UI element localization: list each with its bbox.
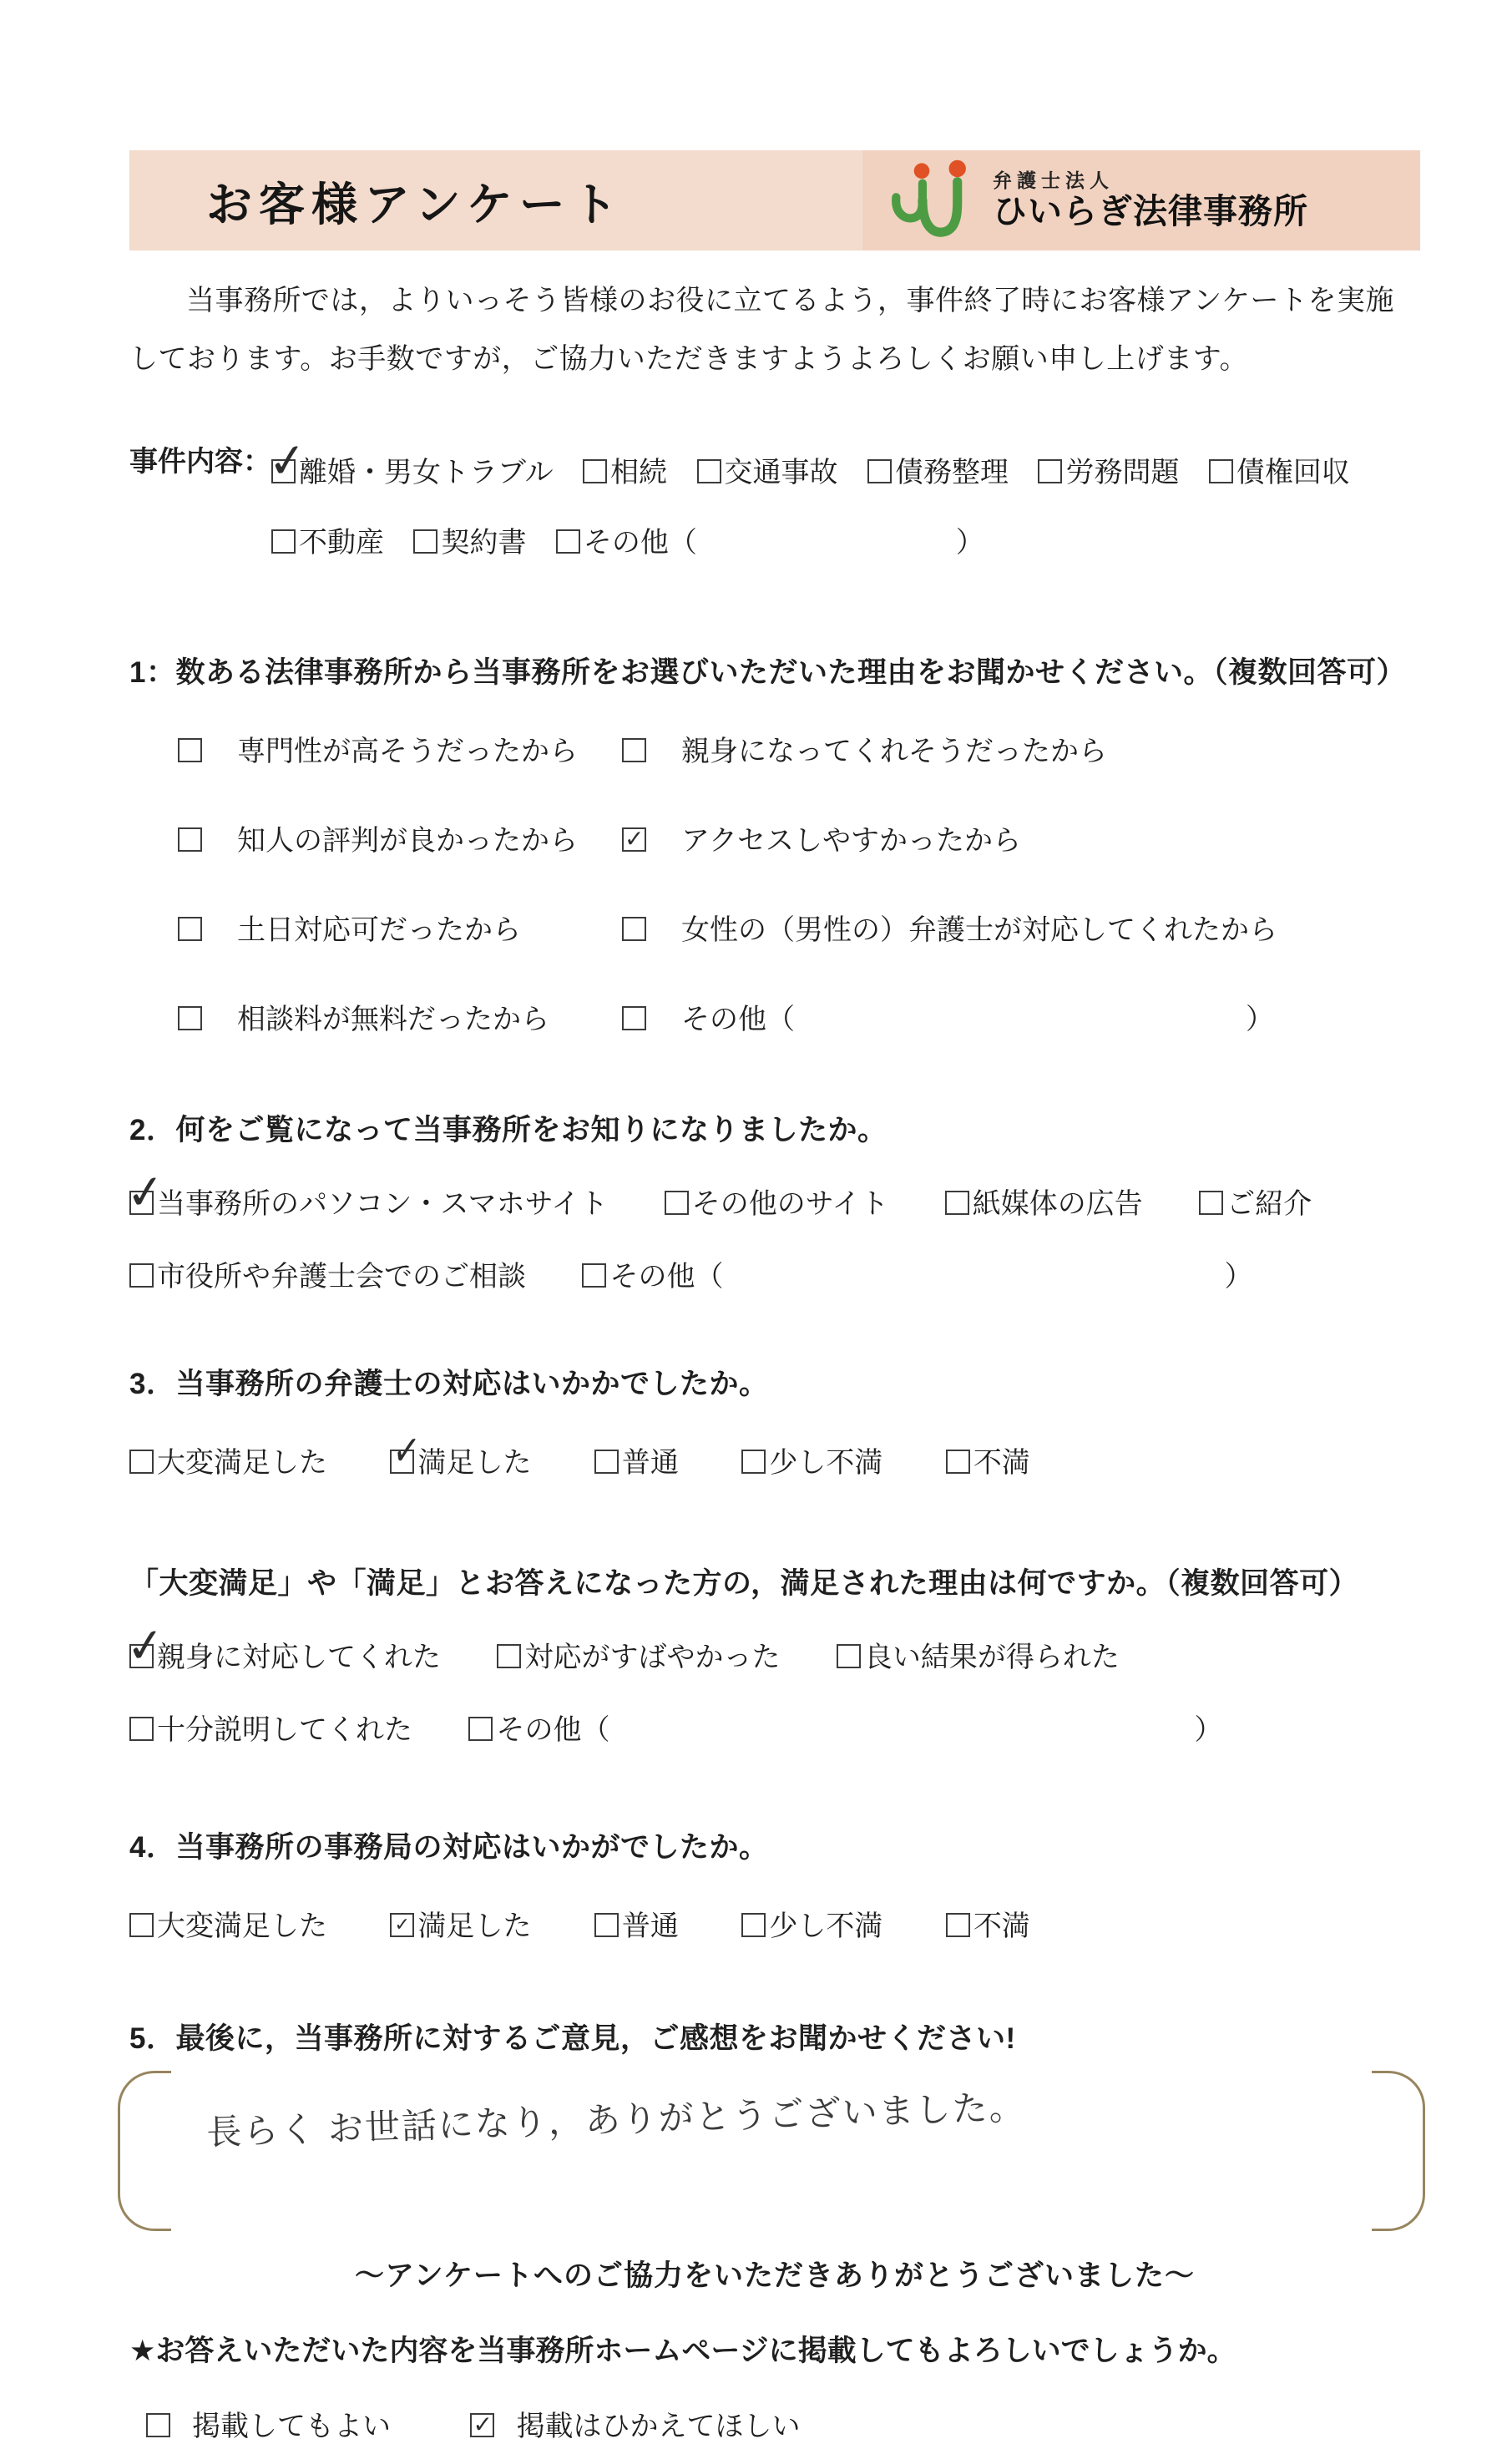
other-write-in-area[interactable]	[609, 1738, 1194, 1739]
publish-option-refrain: ✓ 掲載はひかえてほしい	[470, 2411, 800, 2442]
question-3-heading: 3．当事務所の弁護士の対応はいかかでしたか。	[129, 1367, 769, 1400]
publish-options	[146, 2403, 1420, 2444]
question-1-section	[129, 650, 1420, 1037]
handwritten-comment: 長らく お世話になり，ありがとうございました。	[205, 2087, 1027, 2153]
q4-option-slightlydissatisfied-checkbox[interactable]	[741, 1913, 766, 1937]
case-type-label: 事件内容：	[129, 446, 271, 478]
q2-option-referral: ご紹介	[1199, 1188, 1312, 1220]
case-option-contract: 契約書	[413, 527, 526, 559]
header-band	[129, 150, 1420, 250]
case-option-inheritance-checkbox[interactable]	[583, 459, 607, 483]
q3-option-slightlydissatisfied-checkbox[interactable]	[741, 1450, 766, 1474]
q4-option-verysatisfied-checkbox[interactable]	[129, 1913, 154, 1937]
q1-option-expertise-checkbox[interactable]	[178, 738, 202, 762]
case-option-debt-checkbox[interactable]	[867, 459, 892, 483]
question-2-row-1	[129, 1181, 1420, 1222]
comment-bracket-right	[1372, 2071, 1425, 2231]
q3-option-dissatisfied-checkbox[interactable]	[946, 1450, 970, 1474]
reason-option-kind: ✓親身に対応してくれた	[129, 1642, 441, 1673]
thanks-line: ～アンケートへのご協力をいただきありがとうございました～	[355, 2259, 1195, 2292]
q1-option-reputation-checkbox[interactable]	[178, 827, 202, 852]
case-option-realestate: 不動産	[271, 527, 384, 559]
q2-option-other-checkbox[interactable]	[582, 1263, 606, 1288]
q3-option-slightlydissatisfied: 少し不満	[741, 1447, 882, 1479]
survey-page	[0, 150, 1512, 2442]
case-option-divorce-checkbox[interactable]	[271, 459, 296, 483]
q1-option-freefee: 相談料が無料だったから	[178, 996, 622, 1037]
reason-option-goodresult: 良い結果が得られた	[837, 1642, 1120, 1673]
q3-option-dissatisfied: 不満	[946, 1447, 1030, 1479]
question-4-options	[129, 1903, 1420, 1944]
comment-area[interactable]	[129, 2071, 1420, 2231]
q1-option-weekend-checkbox[interactable]	[178, 917, 202, 941]
firm-logo-icon	[886, 157, 979, 244]
case-option-debt: 債務整理	[867, 457, 1009, 488]
q3-option-satisfied-checkbox[interactable]	[390, 1450, 414, 1474]
q1-option-freefee-checkbox[interactable]	[178, 1006, 202, 1030]
q2-option-other: その他（ ）	[582, 1261, 1252, 1293]
question-2-section	[129, 1107, 1420, 1294]
q1-option-reputation: 知人の評判が良かったから	[178, 817, 622, 858]
reason-option-other: その他（ ）	[468, 1714, 1222, 1746]
case-option-collection: 債権回収	[1209, 457, 1350, 488]
other-write-in-area[interactable]	[723, 1285, 1224, 1286]
publish-question: ★お答えいただいた内容を当事務所ホームページに掲載してもよろしいでしょうか。	[129, 2334, 1236, 2367]
case-option-realestate-checkbox[interactable]	[271, 529, 296, 554]
q1-option-gender-checkbox[interactable]	[622, 917, 646, 941]
publish-option-allow-checkbox[interactable]	[146, 2413, 170, 2437]
q2-option-website: ✓当事務所のパソコン・スマホサイト	[129, 1188, 608, 1220]
case-option-traffic-checkbox[interactable]	[697, 459, 721, 483]
q1-option-gender: 女性の（男性の）弁護士が対応してくれたから	[622, 907, 1420, 948]
q3-option-verysatisfied: 大変満足した	[129, 1447, 327, 1479]
other-write-in-area[interactable]	[697, 551, 956, 552]
firm-logo-text	[993, 170, 1308, 231]
question-4-section	[129, 1824, 1420, 1944]
question-2-row-2	[129, 1253, 1420, 1294]
satisfaction-reason-heading: 「大変満足」や「満足」とお答えになった方の，満足された理由は何ですか。（複数回答可）	[129, 1566, 1359, 1600]
q4-option-dissatisfied-checkbox[interactable]	[946, 1913, 970, 1937]
question-3-options	[129, 1440, 1420, 1480]
case-type-section	[129, 438, 1420, 578]
q3-option-neutral-checkbox[interactable]	[594, 1450, 619, 1474]
question-1-options	[178, 728, 1420, 1037]
q1-option-access: ✓ アクセスしやすかったから	[622, 817, 1420, 858]
intro-paragraph: 当事務所では，よりいっそう皆様のお役に立てるよう，事件終了時にお客様アンケートを実施しております。お手数ですが，ご協力いただきますようよろしくお願い申し上げます。	[129, 285, 1394, 375]
q4-option-dissatisfied: 不満	[946, 1910, 1030, 1942]
q3-option-neutral: 普通	[594, 1447, 679, 1479]
reason-option-goodresult-checkbox[interactable]	[837, 1644, 861, 1668]
q4-option-satisfied: ✓ 満足した	[390, 1910, 531, 1942]
q2-option-printad: 紙媒体の広告	[945, 1188, 1143, 1220]
q1-option-other: その他（ ）	[622, 996, 1420, 1037]
case-option-inheritance: 相続	[583, 457, 667, 488]
firm-org-type: 弁護士法人	[993, 170, 1114, 192]
firm-name: ひいらぎ法律事務所	[993, 191, 1308, 230]
reason-option-explained-checkbox[interactable]	[129, 1717, 154, 1741]
question-2-heading: 2．何をご覧になって当事務所をお知りになりましたか。	[129, 1113, 887, 1146]
q2-option-printad-checkbox[interactable]	[945, 1191, 969, 1215]
q2-option-othersite: その他のサイト	[665, 1188, 889, 1220]
q2-option-referral-checkbox[interactable]	[1199, 1191, 1223, 1215]
question-3-section	[129, 1361, 1420, 1480]
case-option-other: その他（ ）	[556, 527, 984, 559]
reason-option-quick-checkbox[interactable]	[497, 1644, 521, 1668]
q1-option-kindness-checkbox[interactable]	[622, 738, 646, 762]
reason-option-other-checkbox[interactable]	[468, 1717, 493, 1741]
case-option-labor: 労務問題	[1038, 457, 1179, 488]
case-option-contract-checkbox[interactable]	[413, 529, 437, 554]
case-option-divorce: ✓ 離婚・男女トラブル	[271, 457, 554, 488]
page-title: お客様アンケート	[206, 178, 625, 230]
reason-option-kind-checkbox[interactable]	[129, 1644, 154, 1668]
q4-option-slightlydissatisfied: 少し不満	[741, 1910, 882, 1942]
q4-option-satisfied-checkbox[interactable]	[390, 1913, 414, 1937]
q3-option-verysatisfied-checkbox[interactable]	[129, 1450, 154, 1474]
question-1-heading: 1：数ある法律事務所から当事務所をお選びいただいた理由をお聞かせください。（複数回答可）	[129, 655, 1406, 689]
q2-option-cityhall-checkbox[interactable]	[129, 1263, 154, 1288]
q1-option-access-checkbox[interactable]	[622, 827, 646, 852]
question-5-heading: 5．最後に，当事務所に対するご意見，ご感想をお聞かせください!	[129, 2021, 1016, 2055]
publish-option-refrain-checkbox[interactable]	[470, 2413, 494, 2437]
question-4-heading: 4．当事務所の事務局の対応はいかがでしたか。	[129, 1830, 769, 1864]
reason-option-explained: 十分説明してくれた	[129, 1714, 412, 1746]
case-option-labor-checkbox[interactable]	[1038, 459, 1062, 483]
case-option-collection-checkbox[interactable]	[1209, 459, 1233, 483]
q1-option-weekend: 土日対応可だったから	[178, 907, 622, 948]
q2-option-cityhall: 市役所や弁護士会でのご相談	[129, 1261, 526, 1293]
other-write-in-area[interactable]	[795, 1028, 1246, 1029]
firm-logo-block	[862, 150, 1420, 250]
q4-option-verysatisfied: 大変満足した	[129, 1910, 327, 1942]
publish-option-allow: 掲載してもよい	[146, 2411, 391, 2442]
satisfaction-reason-section	[129, 1561, 1420, 1748]
q1-option-kindness: 親身になってくれそうだったから	[622, 728, 1420, 769]
q4-option-neutral: 普通	[594, 1910, 679, 1942]
case-option-other-checkbox[interactable]	[556, 529, 580, 554]
q2-option-website-checkbox[interactable]	[129, 1191, 154, 1215]
q1-option-expertise: 専門性が高そうだったから	[178, 728, 622, 769]
case-option-traffic: 交通事故	[697, 457, 838, 488]
reason-row-1	[129, 1634, 1420, 1675]
question-5-section	[129, 2016, 1420, 2231]
q4-option-neutral-checkbox[interactable]	[594, 1913, 619, 1937]
comment-bracket-left	[118, 2071, 171, 2231]
q3-option-satisfied: ✓ 満足した	[390, 1447, 531, 1479]
reason-option-quick: 対応がすばやかった	[497, 1642, 780, 1673]
q2-option-othersite-checkbox[interactable]	[665, 1191, 689, 1215]
reason-row-2	[129, 1707, 1420, 1748]
q1-option-other-checkbox[interactable]	[622, 1006, 646, 1030]
case-type-options	[271, 438, 1420, 578]
